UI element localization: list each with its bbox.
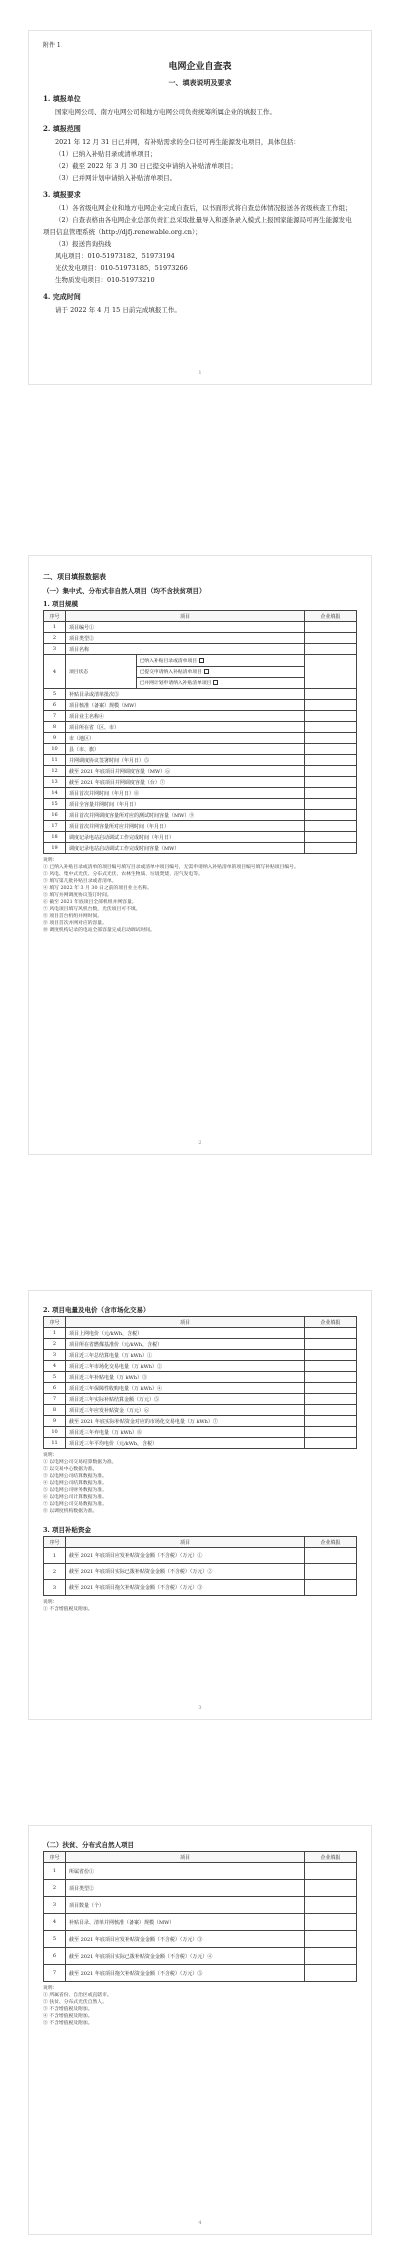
row-no: 5 <box>44 1931 66 1948</box>
table-title: 3. 项目补贴资金 <box>43 1526 92 1534</box>
row-item: 项目近三年保障性收购电量（万 kWh）④ <box>66 1383 305 1394</box>
table-row <box>44 810 357 821</box>
column-header: 序号 <box>44 611 66 622</box>
fill-cell[interactable] <box>305 1914 357 1931</box>
page-title: 电网企业自查表 <box>168 62 232 72</box>
row-item: 补贴目录、清单并网核准（备案）规模（MW） <box>66 1914 305 1931</box>
page-3 <box>28 1290 372 1720</box>
table-row <box>44 722 357 733</box>
row-item: 项目近三年总结算电量（万 kWh）① <box>66 1350 305 1361</box>
column-header: 序号 <box>44 1537 66 1548</box>
fill-cell[interactable] <box>305 733 357 744</box>
column-header: 项目 <box>66 611 305 622</box>
note: ⑨ 项目首次并网对应的容量。 <box>43 921 107 926</box>
table-row <box>44 1328 357 1339</box>
fill-cell[interactable] <box>305 777 357 788</box>
table-row <box>44 689 357 700</box>
note: ⑦ 风电项目填写风机台数，光伏项目可不填。 <box>43 907 141 912</box>
table-row <box>44 1383 357 1394</box>
status-option-label: 已并网计划申请纳入补贴清单项目 <box>139 681 212 687</box>
table-row <box>44 843 357 854</box>
table-row <box>44 766 357 777</box>
row-no: 7 <box>44 1965 66 1982</box>
row-item: 项目近三年市场化交易电量（万 kWh）② <box>66 1361 305 1372</box>
row-item: 截至 2021 年底项目应发补贴资金金额（不含税）（万元）① <box>66 1548 305 1564</box>
row-no: 6 <box>44 1383 66 1394</box>
row-no: 1 <box>44 1328 66 1339</box>
table-row <box>44 821 357 832</box>
row-item: 截至 2021 年底项目并网调度容量（台）⑦ <box>66 777 305 788</box>
column-header: 项目 <box>66 1317 305 1328</box>
row-item: 县（市、旗） <box>66 744 305 755</box>
fill-cell[interactable] <box>305 1564 357 1580</box>
list-item: （2）自查表格由各电网企业总部负责汇总采取批量导入和逐条录入模式上报国家能源局可再生能源发电项目信息管理系统（http://djfj.renewable.org.cn）； <box>43 216 352 236</box>
column-header: 企业填报 <box>305 1852 357 1863</box>
table-row <box>44 1564 357 1580</box>
table-row <box>44 1914 357 1931</box>
row-item: 项目业主名称④ <box>66 711 305 722</box>
fill-cell[interactable] <box>305 1880 357 1897</box>
subsection-heading: 2. 填报范围 <box>43 124 81 133</box>
notes <box>43 1985 357 2027</box>
table-row <box>44 832 357 843</box>
fill-cell[interactable] <box>305 633 357 644</box>
row-item: 补贴目录或清单批次③ <box>66 689 305 700</box>
fill-cell[interactable] <box>305 1361 357 1372</box>
row-no: 14 <box>44 788 66 799</box>
fill-cell[interactable] <box>305 1416 357 1427</box>
note: ② 以交易中心数据为准。 <box>43 1467 98 1472</box>
page-2 <box>28 555 372 1155</box>
row-item: 项目所在省（区、市） <box>66 722 305 733</box>
row-item: 项目核准（备案）规模（MW） <box>66 700 305 711</box>
fill-cell[interactable] <box>305 1383 357 1394</box>
row-no: 3 <box>44 1350 66 1361</box>
table-row <box>44 700 357 711</box>
note: ⑦ 以电网公司交易数据为准。 <box>43 1502 107 1507</box>
row-item: 市（地区） <box>66 733 305 744</box>
column-header: 序号 <box>44 1317 66 1328</box>
row-item: 项目近三年实际补贴结算金额（万元）⑤ <box>66 1394 305 1405</box>
fill-cell[interactable] <box>305 1372 357 1383</box>
table-row <box>44 1548 357 1564</box>
note: ⑥ 截至 2021 年底项目全部机组并网容量。 <box>43 900 137 905</box>
fill-cell[interactable] <box>305 1580 357 1596</box>
row-item: 项目上网电价（元/kWh，含税） <box>66 1328 305 1339</box>
row-item: 项目全容量并网时间（年月日） <box>66 799 305 810</box>
row-item: 项目数量（个） <box>66 1897 305 1914</box>
note: ④ 以电网公司结算数据为准。 <box>43 1481 107 1486</box>
table-row <box>44 799 357 810</box>
fill-cell[interactable] <box>305 1394 357 1405</box>
subsection-heading: 3. 填报要求 <box>43 190 81 199</box>
status-option-label: 已提交申请纳入补贴清单项目 <box>139 670 202 675</box>
row-no: 2 <box>44 633 66 644</box>
status-option[interactable] <box>136 677 304 688</box>
row-no: 3 <box>44 1580 66 1596</box>
fill-cell[interactable] <box>305 788 357 799</box>
row-no: 15 <box>44 799 66 810</box>
page-number: 4 <box>198 2220 202 2226</box>
row-item: 调度记录电站启动调试工作完成时间（年月日） <box>66 832 305 843</box>
row-no: 7 <box>44 711 66 722</box>
row-no: 13 <box>44 777 66 788</box>
row-no: 8 <box>44 1405 66 1416</box>
table-title: 1. 项目规模 <box>43 600 79 608</box>
fill-cell[interactable] <box>305 644 357 655</box>
fill-cell[interactable] <box>305 722 357 733</box>
section-heading: 一、填表说明及要求 <box>168 78 232 87</box>
row-no: 3 <box>44 644 66 655</box>
column-header: 项目 <box>66 1852 305 1863</box>
row-item: 截至 2021 年底项目实际已拨补贴资金金额（不含税）（万元）② <box>66 1564 305 1580</box>
note: ① 所属省份、自治区或直辖市。 <box>43 1993 112 1998</box>
row-no: 8 <box>44 722 66 733</box>
row-no: 1 <box>44 1548 66 1564</box>
table-row <box>44 1948 357 1965</box>
note: ① 不含增值税及附加。 <box>43 1607 93 1612</box>
note: ⑤ 填写并网调度协议签订时间。 <box>43 893 112 898</box>
row-item: 项目所在省燃煤基准价（元/kWh，含税） <box>66 1339 305 1350</box>
note: ⑧ 以调度机构数据为准。 <box>43 1509 98 1514</box>
part-heading: （二）扶贫、分布式自然人项目 <box>43 1841 134 1849</box>
row-item: 项目类型② <box>66 633 305 644</box>
list-item: （1）已纳入补贴目录或清单项目； <box>55 150 157 158</box>
paragraph: 请于 2022 年 4 月 15 日前完成填报工作。 <box>55 306 181 314</box>
note: ⑥ 以电网公司计算数据为准。 <box>43 1495 107 1500</box>
row-item: 项目首次并网调度容量所对应的测试时间容量（MW）⑨ <box>66 810 305 821</box>
table-row <box>44 1438 357 1449</box>
row-no: 5 <box>44 1372 66 1383</box>
fill-cell[interactable] <box>305 810 357 821</box>
row-item: 调度记录电站启动调试工作完成时间容量（MW） <box>66 843 305 854</box>
status-cell <box>66 655 305 689</box>
table-row <box>44 755 357 766</box>
fill-cell[interactable] <box>305 1339 357 1350</box>
row-no: 2 <box>44 1564 66 1580</box>
fill-cell[interactable] <box>305 1328 357 1339</box>
row-item: 截至 2021 年底实际补贴资金对应的市场化交易电量（万 kWh）⑦ <box>66 1416 305 1427</box>
row-item: 项目近三年应发补贴资金（万元）⑥ <box>66 1405 305 1416</box>
column-header: 项目 <box>66 1537 305 1548</box>
row-item: 项目近三年弃电量（万 kWh）⑧ <box>66 1427 305 1438</box>
subsection-heading: 1. 填报单位 <box>43 94 81 103</box>
table-row <box>44 1580 357 1596</box>
row-item: 项目名称 <box>66 644 305 655</box>
page-number: 3 <box>198 1705 202 1711</box>
row-no: 16 <box>44 810 66 821</box>
notes <box>43 1452 357 1515</box>
row-no: 1 <box>44 1863 66 1880</box>
scale-table <box>43 610 357 854</box>
row-no: 4 <box>44 1361 66 1372</box>
notes <box>43 857 357 934</box>
row-no: 17 <box>44 821 66 832</box>
status-option[interactable] <box>136 666 304 677</box>
page-number: 2 <box>198 1140 202 1146</box>
status-option-label: 已纳入补贴目录或清单项目 <box>139 658 198 664</box>
table-row <box>44 633 357 644</box>
notes <box>43 1599 357 1613</box>
row-no: 10 <box>44 744 66 755</box>
part-heading: （一）集中式、分布式非自然人项目（均不含扶贫项目） <box>43 587 206 595</box>
page-number: 1 <box>198 370 202 376</box>
table-row <box>44 1405 357 1416</box>
list-item: （3）报送咨询热线 <box>55 240 112 248</box>
fill-cell[interactable] <box>305 843 357 854</box>
notes-label: 说明： <box>43 858 58 863</box>
status-option[interactable] <box>136 655 304 666</box>
note: ④ 填写 2022 年 3 月 30 日之前的项目业主名称。 <box>43 886 152 891</box>
note: ① 已纳入补贴目录或清单的项目编号填写目录或清单中项目编号，无需申请纳入补贴清单的项目编号填写补贴项目编号。 <box>43 865 299 870</box>
table-title: 2. 项目电量及电价（含市场化交易） <box>43 1306 150 1314</box>
fill-cell[interactable] <box>305 832 357 843</box>
row-no: 9 <box>44 1416 66 1427</box>
hotline: 风电项目：010-51973182、51973194 <box>55 252 175 260</box>
list-item: （1）各省级电网企业和地方电网企业完成自查后，以书面形式将自查总体情况报送各省级核查工作组； <box>55 204 352 212</box>
checkbox-icon[interactable] <box>199 658 204 663</box>
table-row <box>44 1394 357 1405</box>
fill-cell[interactable] <box>305 1965 357 1982</box>
row-no: 19 <box>44 843 66 854</box>
fill-cell[interactable] <box>305 1548 357 1564</box>
fill-cell[interactable] <box>305 689 357 700</box>
row-item: 项目类型② <box>66 1880 305 1897</box>
row-item: 项目编号① <box>66 622 305 633</box>
row-no: 11 <box>44 1438 66 1449</box>
fill-cell[interactable] <box>305 821 357 832</box>
fill-cell[interactable] <box>305 711 357 722</box>
row-item: 并网调度协议签署时间（年月日）⑤ <box>66 755 305 766</box>
fill-cell[interactable] <box>305 755 357 766</box>
row-no: 10 <box>44 1427 66 1438</box>
poverty-table <box>43 1851 357 1982</box>
checkbox-icon[interactable] <box>204 669 209 674</box>
table-row <box>44 711 357 722</box>
row-no: 6 <box>44 1948 66 1965</box>
fill-cell[interactable] <box>305 766 357 777</box>
fill-cell[interactable] <box>305 1438 357 1449</box>
paragraph: 2021 年 12 月 31 日已并网，有补贴需求的全口径可再生能源发电项目，具体包括： <box>55 138 300 146</box>
row-item: 截至 2021 年底项目拖欠补贴资金金额（不含税）（万元）⑤ <box>66 1965 305 1982</box>
fill-cell[interactable] <box>305 1405 357 1416</box>
hotline: 光伏发电项目：010-51973185、51973266 <box>55 264 188 272</box>
note: ③ 不含增值税及附加。 <box>43 2007 93 2012</box>
row-no: 3 <box>44 1897 66 1914</box>
table-row <box>44 1880 357 1897</box>
row-item: 项目状态 <box>66 655 136 688</box>
electricity-table <box>43 1316 357 1449</box>
column-header: 企业填报 <box>305 611 357 622</box>
fill-cell[interactable] <box>305 1350 357 1361</box>
column-header: 企业填报 <box>305 1537 357 1548</box>
row-no: 7 <box>44 1394 66 1405</box>
fill-cell[interactable] <box>305 622 357 633</box>
hotline: 生物质发电项目：010-51973210 <box>55 276 155 284</box>
note: ④ 不含增值税及附加。 <box>43 2014 93 2019</box>
table-row <box>44 1350 357 1361</box>
table-row <box>44 744 357 755</box>
table-row <box>44 1361 357 1372</box>
fill-cell[interactable] <box>305 700 357 711</box>
note: ⑩ 调度机构记录的电站全部容量完成启动调试时间。 <box>43 928 155 933</box>
note: ③ 以电网公司结算数据为准。 <box>43 1474 107 1479</box>
row-item: 项目近三年平均电价（元/kWh，含税） <box>66 1438 305 1449</box>
table-row <box>44 1931 357 1948</box>
note: ③ 填写第几批补贴目录或者清单。 <box>43 879 117 884</box>
table-row <box>44 1372 357 1383</box>
note: ⑧ 项目首台机组并网时间。 <box>43 914 103 919</box>
notes-label: 说明： <box>43 1453 58 1458</box>
table-row <box>44 1897 357 1914</box>
list-item: （3）已并网计划申请纳入补贴清单项目。 <box>55 174 177 182</box>
row-no: 2 <box>44 1880 66 1897</box>
subsection-heading: 4. 完成时间 <box>43 292 81 301</box>
checkbox-icon[interactable] <box>213 680 218 685</box>
fill-cell[interactable] <box>305 1863 357 1880</box>
row-no: 4 <box>44 1914 66 1931</box>
row-no: 12 <box>44 766 66 777</box>
row-item: 项目近三年补贴电量（万 kWh）③ <box>66 1372 305 1383</box>
row-item: 项目首次并网容量所对应并网时间（年月日） <box>66 821 305 832</box>
paragraph: 国家电网公司、南方电网公司和地方电网公司负责统筹所属企业的填报工作。 <box>55 108 276 116</box>
note: ② 风电、集中式光伏、分布式光伏、农林生物质、垃圾焚烧、沼气发电等。 <box>43 872 203 877</box>
page-1 <box>28 30 372 385</box>
page-4 <box>28 1825 372 2235</box>
notes-label: 说明： <box>43 1600 58 1605</box>
table-row <box>44 1965 357 1982</box>
row-no: 6 <box>44 700 66 711</box>
fill-cell[interactable] <box>305 655 357 689</box>
note: ⑤ 以电网公司财务数据为准。 <box>43 1488 107 1493</box>
column-header: 序号 <box>44 1852 66 1863</box>
row-no: 9 <box>44 733 66 744</box>
note: ⑤ 不含增值税及附加。 <box>43 2021 93 2026</box>
column-header: 企业填报 <box>305 1317 357 1328</box>
row-item: 截至 2021 年底项目拖欠补贴资金金额（不含税）（万元）③ <box>66 1580 305 1596</box>
subsidy-table <box>43 1536 357 1596</box>
row-no: 5 <box>44 689 66 700</box>
table-row <box>44 1339 357 1350</box>
table-row <box>44 777 357 788</box>
row-no: 11 <box>44 755 66 766</box>
table-row <box>44 1863 357 1880</box>
row-item: 截至 2021 年底项目实际已拨补贴资金金额（不含税）（万元）④ <box>66 1948 305 1965</box>
table-row <box>44 644 357 655</box>
table-row <box>44 733 357 744</box>
fill-cell[interactable] <box>305 1897 357 1914</box>
note: ① 以电网公司交易结算数据为准。 <box>43 1460 117 1465</box>
fill-cell[interactable] <box>305 1427 357 1438</box>
fill-cell[interactable] <box>305 744 357 755</box>
row-no: 2 <box>44 1339 66 1350</box>
note: ② 扶贫、分布式光伏自然人。 <box>43 2000 107 2005</box>
attachment-label: 附件 1 <box>43 42 61 49</box>
table-row <box>44 788 357 799</box>
table-row <box>44 622 357 633</box>
row-no: 4 <box>44 655 66 689</box>
section-heading: 二、项目填报数据表 <box>43 572 106 581</box>
list-item: （2）截至 2022 年 3 月 30 日已提交申请纳入补贴清单项目； <box>55 162 237 170</box>
table-row <box>44 1427 357 1438</box>
fill-cell[interactable] <box>305 799 357 810</box>
row-item: 所属省份① <box>66 1863 305 1880</box>
row-no: 1 <box>44 622 66 633</box>
table-row <box>44 1416 357 1427</box>
row-item: 项目首次并网时间（年月日）⑧ <box>66 788 305 799</box>
fill-cell[interactable] <box>305 1948 357 1965</box>
notes-label: 说明： <box>43 1986 58 1991</box>
row-item: 截至 2021 年底项目应发补贴资金金额（不含税）（万元）③ <box>66 1931 305 1948</box>
row-item: 截至 2021 年底项目并网调度容量（MW）⑥ <box>66 766 305 777</box>
fill-cell[interactable] <box>305 1931 357 1948</box>
row-no: 18 <box>44 832 66 843</box>
